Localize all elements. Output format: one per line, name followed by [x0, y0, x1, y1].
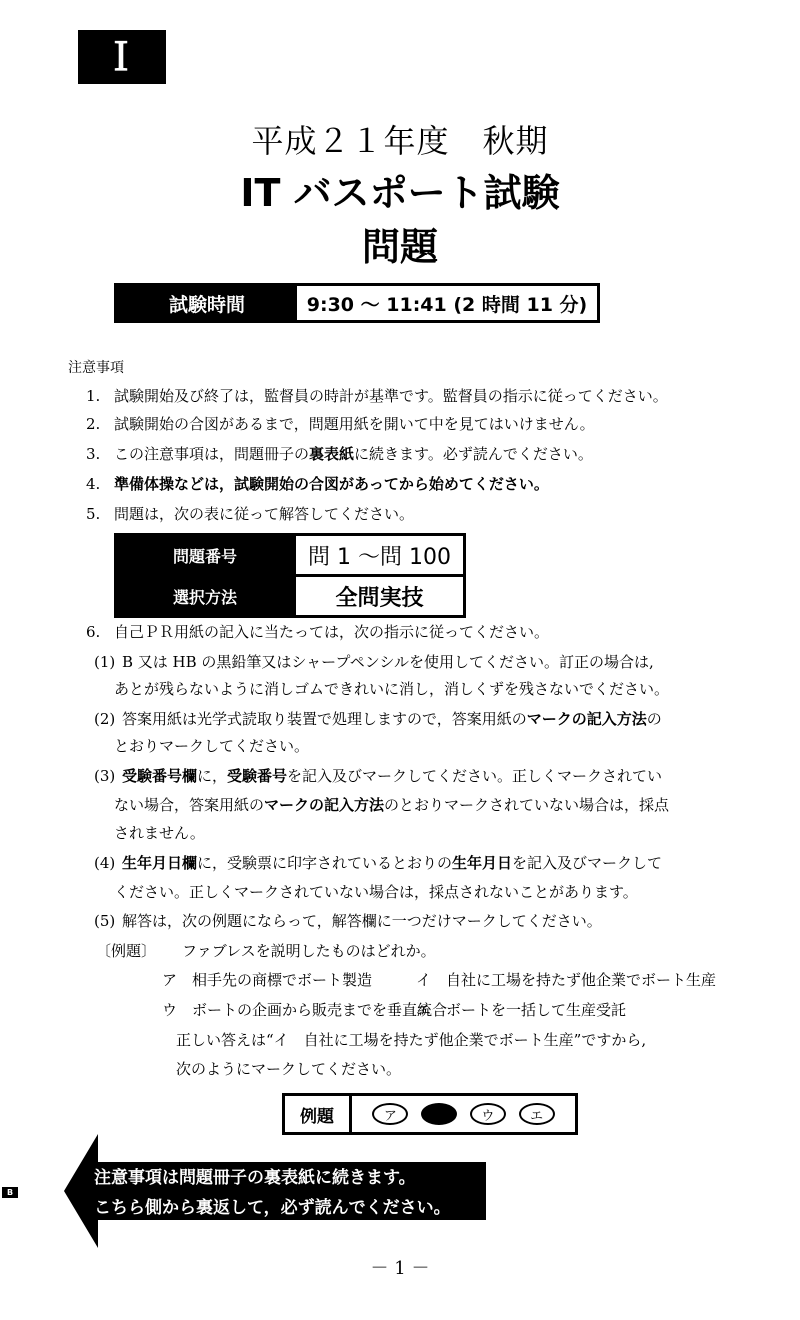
note-item-6: 自己ＰＲ用紙の記入に当たっては，次の指示に従ってください。 [114, 623, 550, 641]
sub-item-number: (5) [94, 912, 116, 930]
side-tab-marker: B [2, 1187, 18, 1198]
note-item-2: 試験開始の合図があるまで，問題用紙を開いて中を見てはいけません。 [114, 415, 595, 433]
answer-method-table [114, 533, 466, 618]
arrow-notice-line-2: こちら側から裏返して，必ず読んでください。 [94, 1198, 451, 1218]
sub-item-2-line-2: とおりマークしてください。 [114, 737, 310, 755]
arrow-notice-line-1: 注意事項は問題冊子の裏表紙に続きます。 [94, 1168, 416, 1188]
note-item-4 [114, 473, 549, 495]
note-number: 5. [86, 505, 101, 523]
table-value-cell: 全問実技 [335, 585, 424, 611]
example-prompt-label: 〔例題〕 [96, 942, 157, 960]
page-number: － 1 － [370, 1258, 430, 1279]
sub-item-text: を記入及びマークしてください。正しくマークされてい [287, 767, 663, 785]
sub-item-number: (4) [94, 854, 116, 872]
example-choice-e: エ ボートを一括して生産受託 [416, 1001, 627, 1019]
table-row [117, 574, 463, 615]
sub-item-4-line-1 [122, 852, 662, 874]
note-item-3-emphasis: 裏表紙 [309, 445, 355, 463]
answer-mark-e: エ [519, 1103, 555, 1125]
sub-item-emphasis: 受験番号 [227, 767, 288, 785]
example-choice-i: イ 自社に工場を持たず他企業でボート生産 [416, 971, 717, 989]
exam-time-box [114, 283, 600, 323]
note-item-3 [114, 443, 593, 465]
sub-item-1-line-2: あとが残らないように消しゴムできれいに消し，消しくずを残さないでください。 [114, 680, 670, 698]
sub-item-emphasis: 生年月日欄 [122, 854, 198, 872]
note-item-4-text: 準備体操などは，試験開始の合図があってから始めてください。 [114, 475, 549, 493]
note-number: 6. [86, 623, 101, 641]
note-item-5: 問題は，次の表に従って解答してください。 [114, 505, 415, 523]
note-item-3-text: に続きます。必ず読んでください。 [354, 445, 593, 463]
title-year-term: 平成２１年度 秋期 [251, 122, 549, 160]
table-value-cell: 問 1 ～問 100 [308, 544, 451, 570]
example-choice-u: ウ ボートの企画から販売までを垂直統合 [162, 1001, 448, 1019]
sub-item-number: (3) [94, 767, 116, 785]
exam-code-badge: ＩＢ [78, 30, 166, 84]
sub-item-2-line-1 [122, 708, 662, 730]
sub-item-4-line-2: ください。正しくマークされていない場合は，採点されないことがあります。 [114, 883, 638, 901]
answer-mark-a: ア [372, 1103, 408, 1125]
example-box-label: 例題 [285, 1096, 352, 1132]
note-number: 3. [86, 445, 101, 463]
sub-item-5-line-1: 解答は，次の例題にならって，解答欄に一つだけマークしてください。 [122, 912, 602, 930]
table-label-cell: 選択方法 [117, 577, 296, 615]
sub-item-emphasis: マークの記入方法 [264, 796, 385, 814]
sub-item-emphasis: 受験番号欄 [122, 767, 198, 785]
note-number: 4. [86, 475, 101, 493]
sub-item-text: の [646, 710, 662, 728]
sub-item-text: のとおりマークされていない場合は，採点 [384, 796, 670, 814]
example-marks [352, 1096, 575, 1132]
sub-item-number: (2) [94, 710, 116, 728]
example-choice-a: ア 相手先の商標でボート製造 [162, 971, 373, 989]
sub-item-emphasis: マークの記入方法 [526, 710, 647, 728]
page-title: IT バスポート試験 [240, 171, 560, 215]
answer-mark-i [421, 1103, 457, 1125]
note-number: 1. [86, 387, 101, 405]
table-label-cell: 問題番号 [117, 536, 296, 574]
exam-time-label: 試験時間 [117, 286, 297, 320]
page-subtitle: 問題 [361, 225, 438, 269]
example-prompt: ファブレスを説明したものはどれか。 [182, 942, 436, 960]
sub-item-text: に， [197, 767, 228, 785]
exam-time-value: 9:30 ～ 11:41 (2 時間 11 分) [306, 293, 588, 316]
note-item-3-text: この注意事項は，問題冊子の [114, 445, 310, 463]
sub-item-emphasis: 生年月日 [452, 854, 513, 872]
notes-heading: 注意事項 [68, 360, 124, 376]
sub-item-text: を記入及びマークして [512, 854, 663, 872]
sub-item-text: ない場合，答案用紙の [114, 796, 265, 814]
answer-mark-u: ウ [470, 1103, 506, 1125]
example-answer-line-2: 次のようにマークしてください。 [176, 1060, 402, 1078]
turn-over-arrow-icon [64, 1134, 490, 1248]
sub-item-3-line-3: されません。 [114, 824, 205, 842]
note-item-1: 試験開始及び終了は，監督員の時計が基準です。監督員の指示に従ってください。 [114, 387, 668, 405]
sub-item-text: に，受験票に印字されているとおりの [197, 854, 453, 872]
sub-item-1-line-1: B 又は HB の黒鉛筆又はシャープペンシルを使用してください。訂正の場合は, [122, 653, 654, 671]
sub-item-3-line-2 [114, 794, 669, 816]
note-number: 2. [86, 415, 101, 433]
table-row [117, 536, 463, 574]
example-answer-line-1: 正しい答えは“イ 自社に工場を持たず他企業でボート生産”ですから, [176, 1031, 647, 1049]
sub-item-3-line-1 [122, 765, 662, 787]
sub-item-number: (1) [94, 653, 116, 671]
sub-item-text: 答案用紙は光学式読取り装置で処理しますので，答案用紙の [122, 710, 527, 728]
example-answer-box [282, 1093, 578, 1135]
